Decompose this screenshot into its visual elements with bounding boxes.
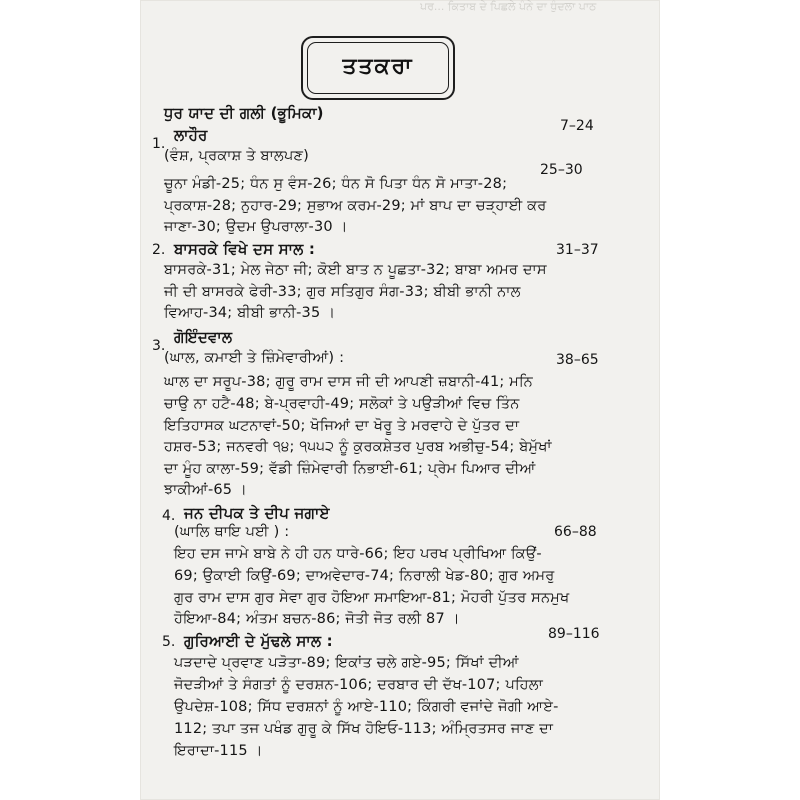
intro-pages: 7–24 [560,118,594,134]
entry-line: ਹੋਇਆ-84; ਅੰਤਮ ਬਚਨ-86; ਜੋਤੀ ਜੋਤ ਰਲੀ 87 । [174,611,460,627]
entry-line: ਹਸ਼ਰ-53; ਜਨਵਰੀ ੧੪; ੧੫੫੨ ਨੂੰ ਕੁਰਕਸ਼ੇਤਰ ਪੁਰਬ ਅਭੀਚੁ-54; ਬੇਮੁੱਖਾਂ [164,439,552,455]
chapter-pages: 31–37 [556,242,599,258]
chapter-number: 2. [152,242,166,258]
entry-line: ਇਰਾਦਾ-115 । [174,743,263,759]
chapter-heading: ਜਨ ਦੀਪਕ ਤੇ ਦੀਪ ਜਗਾਏ [184,504,330,522]
entry-line: 112; ਤਪਾ ਤਜ ਪਖੰਡ ਗੁਰੂ ਕੇ ਸਿੱਖ ਹੋਇਓ-113; ਅੰਮ੍ਰਿਤਸਰ ਜਾਣ ਦਾ [174,721,554,737]
chapter-subheading: (ਘਾਲ, ਕਮਾਈ ਤੇ ਜ਼ਿੰਮੇਵਾਰੀਆਂ) : [164,350,345,366]
entry-line: ਪੜਦਾਦੇ ਪ੍ਰਵਾਣ ਪੜੋਤਾ-89; ਇਕਾਂਤ ਚਲੇ ਗਏ-95; ਸਿੱਖਾਂ ਦੀਆਂ [174,655,519,671]
chapter-heading: ਗੋਇੰਦਵਾਲ [174,328,233,346]
entry-line: ਜੋਦੜੀਆਂ ਤੇ ਸੰਗਤਾਂ ਨੂੰ ਦਰਸ਼ਨ-106; ਦਰਬਾਰ ਦੀ ਦੱਖ-107; ਪਹਿਲਾ [174,677,543,693]
entry-line: ਇਤਿਹਾਸਕ ਘਟਨਾਵਾਂ-50; ਖੋਜਿਆਂ ਦਾ ਖੋਰੂ ਤੇ ਮਰਵਾਹੇ ਦੇ ਪੁੱਤਰ ਦਾ [164,418,520,434]
entry-line: ਦਾ ਮੂੰਹ ਕਾਲਾ-59; ਵੱਡੀ ਜ਼ਿੰਮੇਵਾਰੀ ਨਿਭਾਈ-61; ਪ੍ਰੇਮ ਪਿਆਰ ਦੀਆਂ [164,461,536,477]
title-box [301,36,455,100]
entry-line: 69; ਉਕਾਈ ਕਿਉਂ-69; ਦਾਅਵੇਦਾਰ-74; ਨਿਰਾਲੀ ਖੇਡ-80; ਗੁਰ ਅਮਰੁ [174,568,555,584]
chapter-number: 4. [162,508,176,524]
book-page [140,0,660,800]
chapter-pages: 38–65 [556,352,599,368]
entry-line: ਝਾਕੀਆਂ-65 । [164,482,248,498]
chapter-pages: 89–116 [548,626,600,642]
chapter-subheading: (ਘਾਲਿ ਥਾਇ ਪਈ ) : [174,524,290,540]
intro-label: ਧੁਰ ਯਾਦ ਦੀ ਗਲੀ (ਭੂਮਿਕਾ) [164,104,324,122]
entry-line: ਗੁਰ ਰਾਮ ਦਾਸ ਗੁਰ ਸੇਵਾ ਗੁਰ ਹੋਇਆ ਸਮਾਇਆ-81; ਮੋਹਰੀ ਪੁੱਤਰ ਸਨਮੁਖ [174,590,570,606]
chapter-number: 5. [162,634,176,650]
entry-line: ਚਾਉ ਨਾ ਹਟੈ-48; ਬੇ-ਪ੍ਰਵਾਹੀ-49; ਸਲੋਕਾਂ ਤੇ ਪਉੜੀਆਂ ਵਿਚ ਤਿੰਨ [164,396,520,412]
chapter-number: 1. [152,136,166,152]
entry-line: ਉਪਦੇਸ਼-108; ਸਿੱਧ ਦਰਸ਼ਨਾਂ ਨੂੰ ਆਏ-110; ਕਿੰਗਰੀ ਵਜਾਂਦੇ ਜੋਗੀ ਆਏ- [174,699,559,715]
entry-line: ਜਾਣਾ-30; ਉਦਮ ਉਪਰਾਲਾ-30 । [164,219,348,235]
entry-line: ਪ੍ਰਕਾਸ਼-28; ਨੁਹਾਰ-29; ਸੁਭਾਅ ਕਰਮ-29; ਮਾਂ ਬਾਪ ਦਾ ਚੜ੍ਹਾਈ ਕਰ [164,198,547,214]
chapter-subheading: (ਵੰਸ਼, ਪ੍ਰਕਾਸ਼ ਤੇ ਬਾਲਪਣ) [164,148,309,164]
chapter-heading: ਲਾਹੌਰ [174,126,208,144]
entry-line: ਇਹ ਦਸ ਜਾਮੇ ਬਾਬੇ ਨੇ ਹੀ ਹਨ ਧਾਰੇ-66; ਇਹ ਪਰਖ ਪ੍ਰੀਖਿਆ ਕਿਉਂ- [174,546,542,562]
entry-line: ਘਾਲ ਦਾ ਸਰੂਪ-38; ਗੁਰੂ ਰਾਮ ਦਾਸ ਜੀ ਦੀ ਆਪਣੀ ਜ਼ਬਾਨੀ-41; ਮਨਿ [164,374,533,390]
chapter-pages: 66–88 [554,524,597,540]
bleed-through-text: ਪਰ... ਕਿਤਾਬ ਦੇ ਪਿਛਲੇ ਪੰਨੇ ਦਾ ਧੁੰਦਲਾ ਪਾਠ [420,0,597,13]
chapter-heading: ਬਾਸਰਕੇ ਵਿਖੇ ਦਸ ਸਾਲ : [174,240,316,258]
entry-line: ਵਿਆਹ-34; ਬੀਬੀ ਭਾਨੀ-35 । [164,305,336,321]
chapter-number: 3. [152,338,166,354]
chapter-pages: 25–30 [540,162,583,178]
entry-line: ਬਾਸਰਕੇ-31; ਮੇਲ ਜੇਠਾ ਜੀ; ਕੋਈ ਬਾਤ ਨ ਪੂਛਤਾ-32; ਬਾਬਾ ਅਮਰ ਦਾਸ [164,262,547,278]
page-title: ਤਤਕਰਾ [342,54,414,79]
entry-line: ਚੂਨਾ ਮੰਡੀ-25; ਧੰਨ ਸੁ ਵੰਸ-26; ਧੰਨ ਸੋ ਪਿਤਾ ਧੰਨ ਸੋ ਮਾਤਾ-28; [164,176,508,192]
entry-line: ਜੀ ਦੀ ਬਾਸਰਕੇ ਫੇਰੀ-33; ਗੁਰ ਸਤਿਗੁਰ ਸੰਗ-33; ਬੀਬੀ ਭਾਨੀ ਨਾਲ [164,284,521,300]
chapter-heading: ਗੁਰਿਆਈ ਦੇ ਮੁੱਢਲੇ ਸਾਲ : [184,632,333,650]
